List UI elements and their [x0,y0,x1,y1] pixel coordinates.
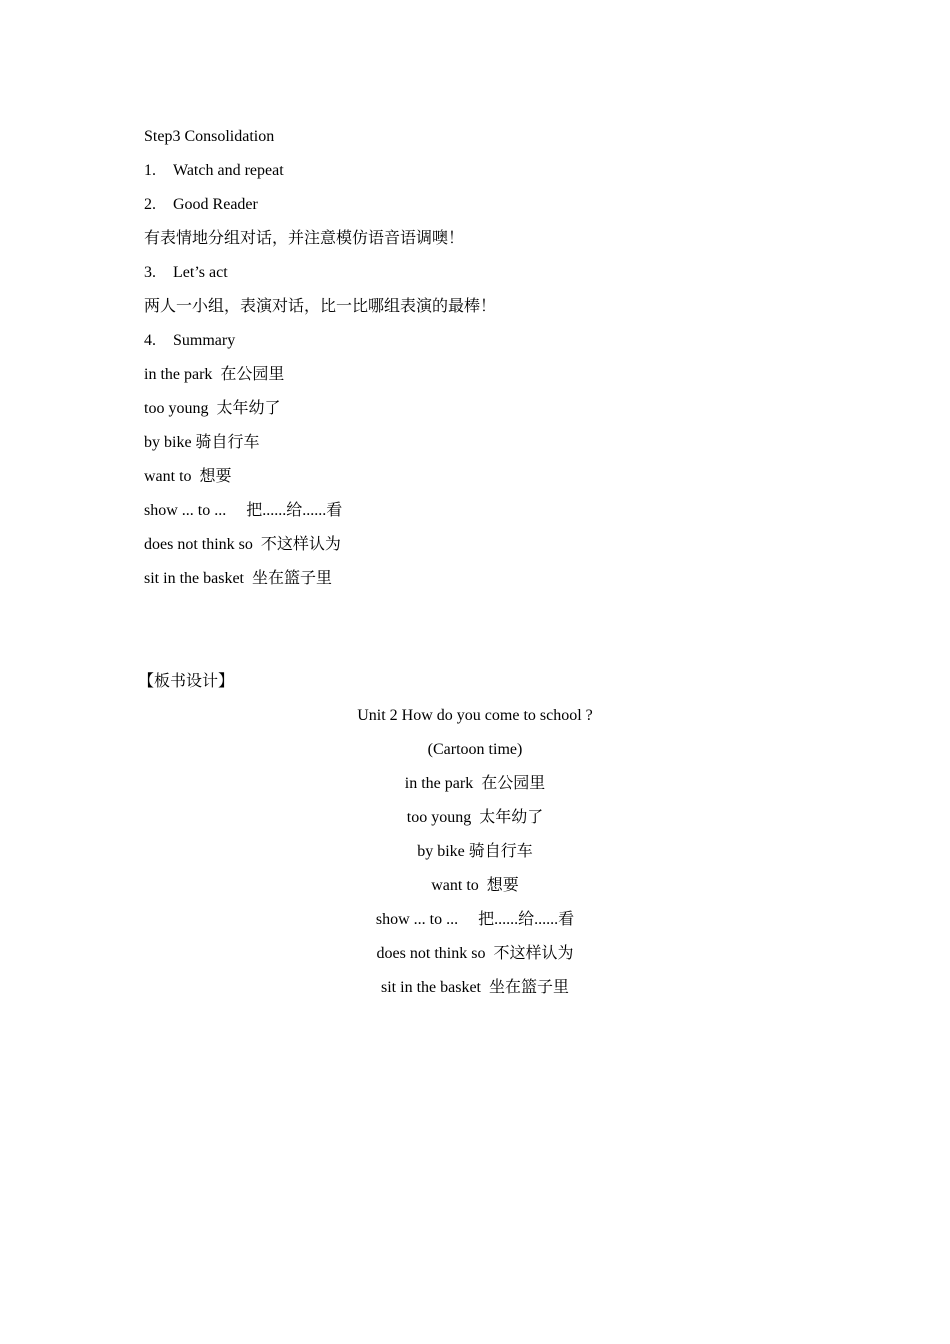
summary-line: by bike 骑自行车 [144,434,260,451]
item-number: 2. [144,196,156,213]
consolidation-item-4 [144,331,235,351]
summary-line: in the park 在公园里 [144,366,285,383]
board-line: does not think so 不这样认为 [376,945,574,962]
board-line: too young 太年幼了 [406,809,544,826]
consolidation-item-3 [144,263,228,283]
item-number: 1. [144,162,156,179]
board-line: by bike 骑自行车 [417,843,533,860]
item-label: Good Reader [173,196,258,213]
summary-line: sit in the basket 坐在篮子里 [144,570,332,587]
consolidation-item-2 [144,195,258,215]
consolidation-heading: Step3 Consolidation [144,128,275,145]
board-subtitle: (Cartoon time) [427,741,523,758]
item-label: Let’s act [173,264,228,281]
summary-line: show ... to ... 把......给......看 [144,502,343,519]
board-design-heading: 【板书设计】 [138,673,235,690]
consolidation-item-1 [144,161,284,181]
summary-line: want to 想要 [144,468,232,485]
summary-line: too young 太年幼了 [144,400,281,417]
board-title: Unit 2 How do you come to school ? [357,707,593,724]
summary-line: does not think so 不这样认为 [144,536,341,553]
board-line: show ... to ... 把......给......看 [375,911,575,928]
board-line: in the park 在公园里 [404,775,546,792]
board-line: want to 想要 [431,877,519,894]
item-number: 4. [144,332,156,349]
good-reader-note: 有表情地分组对话，并注意模仿语音语调噢！ [144,230,465,247]
lets-act-note: 两人一小组，表演对话，比一比哪组表演的最棒！ [144,298,497,315]
item-label: Summary [173,332,236,349]
board-line: sit in the basket 坐在篮子里 [381,979,569,996]
item-label: Watch and repeat [173,162,284,179]
item-number: 3. [144,264,156,281]
